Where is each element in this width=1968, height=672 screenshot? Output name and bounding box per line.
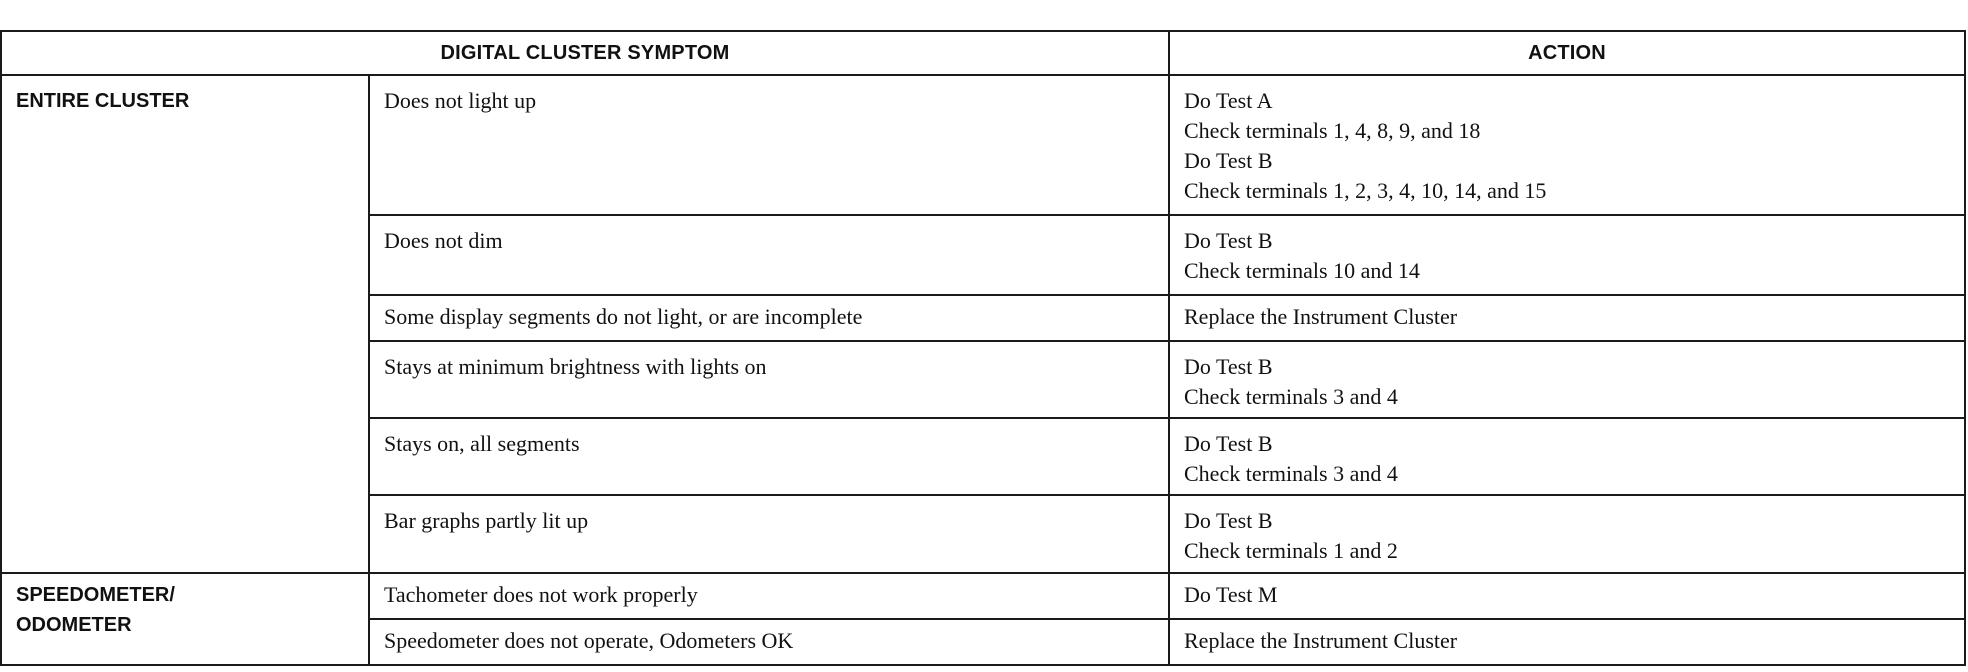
category-label: SPEEDOMETER/: [16, 584, 175, 606]
category-label: ODOMETER: [16, 614, 132, 636]
action-line: Check terminals 3 and 4: [1184, 384, 1398, 409]
action-line: Do Test B: [1184, 508, 1273, 533]
action-line: Check terminals 10 and 14: [1184, 258, 1420, 283]
table-row: [1, 75, 1965, 215]
action-line: Check terminals 1 and 2: [1184, 538, 1398, 563]
action-line: Do Test B: [1184, 228, 1273, 253]
symptom-cell: Stays at minimum brightness with lights on: [369, 341, 1169, 418]
action-cell: [1169, 573, 1965, 619]
table-header-row: [1, 31, 1965, 75]
action-line: Do Test M: [1184, 582, 1278, 607]
action-column-header: ACTION: [1169, 31, 1965, 75]
symptom-column-header: DIGITAL CLUSTER SYMPTOM: [1, 31, 1169, 75]
action-cell: [1169, 619, 1965, 665]
diagnostic-table: [0, 30, 1966, 666]
category-cell: [1, 75, 369, 573]
action-line: Do Test A: [1184, 88, 1273, 113]
action-line: Do Test B: [1184, 354, 1273, 379]
symptom-cell: Stays on, all segments: [369, 418, 1169, 495]
action-cell: [1169, 215, 1965, 295]
action-cell: [1169, 75, 1965, 215]
symptom-cell: Bar graphs partly lit up: [369, 495, 1169, 573]
category-label: ENTIRE CLUSTER: [16, 90, 190, 112]
symptom-cell: Tachometer does not work properly: [369, 573, 1169, 619]
action-cell: [1169, 495, 1965, 573]
symptom-cell: Some display segments do not light, or are incomplete: [369, 295, 1169, 341]
symptom-cell: Does not dim: [369, 215, 1169, 295]
action-line: Replace the Instrument Cluster: [1184, 628, 1458, 653]
action-line: Check terminals 1, 2, 3, 4, 10, 14, and 15: [1184, 178, 1547, 203]
action-line: Do Test B: [1184, 431, 1273, 456]
action-line: Check terminals 3 and 4: [1184, 461, 1398, 486]
diagnostic-table-container: [0, 30, 1966, 666]
action-cell: [1169, 295, 1965, 341]
symptom-cell: Does not light up: [369, 75, 1169, 215]
category-cell: [1, 573, 369, 665]
action-line: Check terminals 1, 4, 8, 9, and 18: [1184, 118, 1481, 143]
table-row: [1, 573, 1965, 619]
action-line: Do Test B: [1184, 148, 1273, 173]
symptom-cell: Speedometer does not operate, Odometers OK: [369, 619, 1169, 665]
action-line: Replace the Instrument Cluster: [1184, 304, 1458, 329]
action-cell: [1169, 341, 1965, 418]
action-cell: [1169, 418, 1965, 495]
